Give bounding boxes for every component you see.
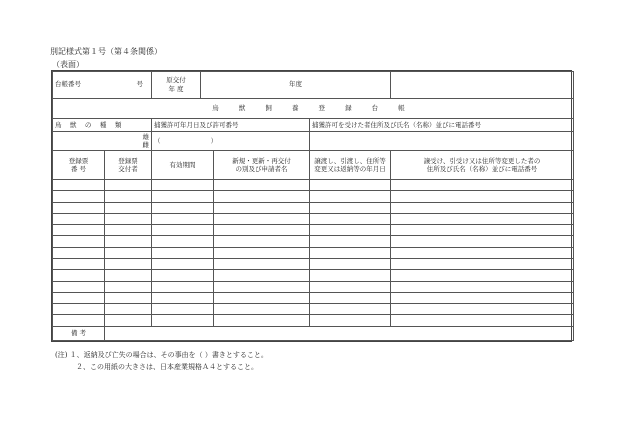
table-row[interactable] [53, 213, 574, 224]
remarks-label: 備 考 [53, 326, 105, 340]
paren-open: （ [154, 137, 161, 146]
original-issue-label: 原交付 [166, 76, 186, 85]
table-row[interactable] [53, 304, 574, 315]
blank-top-right [391, 72, 574, 99]
ledger-no-cell[interactable] [53, 72, 152, 99]
nendo-label: 年度 [289, 80, 302, 89]
table-row[interactable] [53, 281, 574, 292]
columns-header-row [53, 151, 574, 180]
table-row[interactable] [53, 225, 574, 236]
table-row[interactable] [53, 247, 574, 258]
capture-permit-label: 捕獲許可年月日及び許可番号 [152, 119, 310, 132]
col-header-new-renew: 新規・更新・再交付 の別及び申請者名 [214, 151, 310, 180]
table-row[interactable] [53, 270, 574, 281]
capture-entry-row [53, 132, 574, 151]
ledger-no-row [53, 72, 574, 99]
nendo-cell[interactable] [201, 72, 391, 99]
capture-permit-entry[interactable] [152, 132, 310, 151]
table-row[interactable] [53, 202, 574, 213]
remarks-row [53, 326, 574, 340]
ledger-title-row [53, 98, 574, 118]
go-label: 号 [136, 80, 143, 89]
paren-close: ） [210, 137, 218, 146]
species-label: 鳥 獣 の 種 類 [53, 119, 152, 132]
permit-holder-label: 捕獲許可を受けた者住所及び氏名（名称）並びに電話番号 [310, 119, 574, 132]
table-row[interactable] [53, 236, 574, 247]
table-row[interactable] [53, 191, 574, 202]
table-row[interactable] [53, 292, 574, 303]
note-1: (注) １、返納及び亡失の場合は、その事由を（ ）書きとすること。 [55, 351, 268, 359]
ledger-no-label: 台帳番号 [55, 80, 81, 89]
table-row[interactable] [53, 315, 574, 326]
col-header-issuer: 登録票 交付者 [105, 151, 152, 180]
col-header-transfer-date: 譲渡し、引渡し、住所等 変更又は返納等の年月日 [310, 151, 391, 180]
remarks-field[interactable] [105, 326, 574, 340]
registration-ledger [51, 70, 572, 342]
ledger-title: 鳥 獣 飼 養 登 録 台 帳 [53, 98, 574, 118]
table-row[interactable] [53, 258, 574, 269]
col-header-validity: 有効期間 [152, 151, 214, 180]
sex-male: 雄 [142, 132, 149, 141]
sex-female: 雌 [142, 141, 149, 150]
year-label: 年 度 [168, 84, 184, 93]
original-issue-cell [152, 72, 201, 99]
side-label: （表面） [52, 60, 84, 69]
note-2: ２、この用紙の大きさは、日本産業規格Ａ４とすること。 [76, 363, 258, 371]
col-header-transferee: 譲受け、引受け又は住所等変更した者の 住所及び氏名（名称）並びに電話番号 [391, 151, 574, 180]
table-row[interactable] [53, 180, 574, 191]
sex-cell[interactable] [53, 132, 152, 151]
ledger-table [52, 71, 574, 341]
form-title: 別記様式第１号（第４条関係） [50, 47, 162, 56]
capture-header-row [53, 119, 574, 132]
col-header-reg-no: 登録票 番 号 [53, 151, 105, 180]
permit-holder-entry[interactable] [310, 132, 574, 151]
